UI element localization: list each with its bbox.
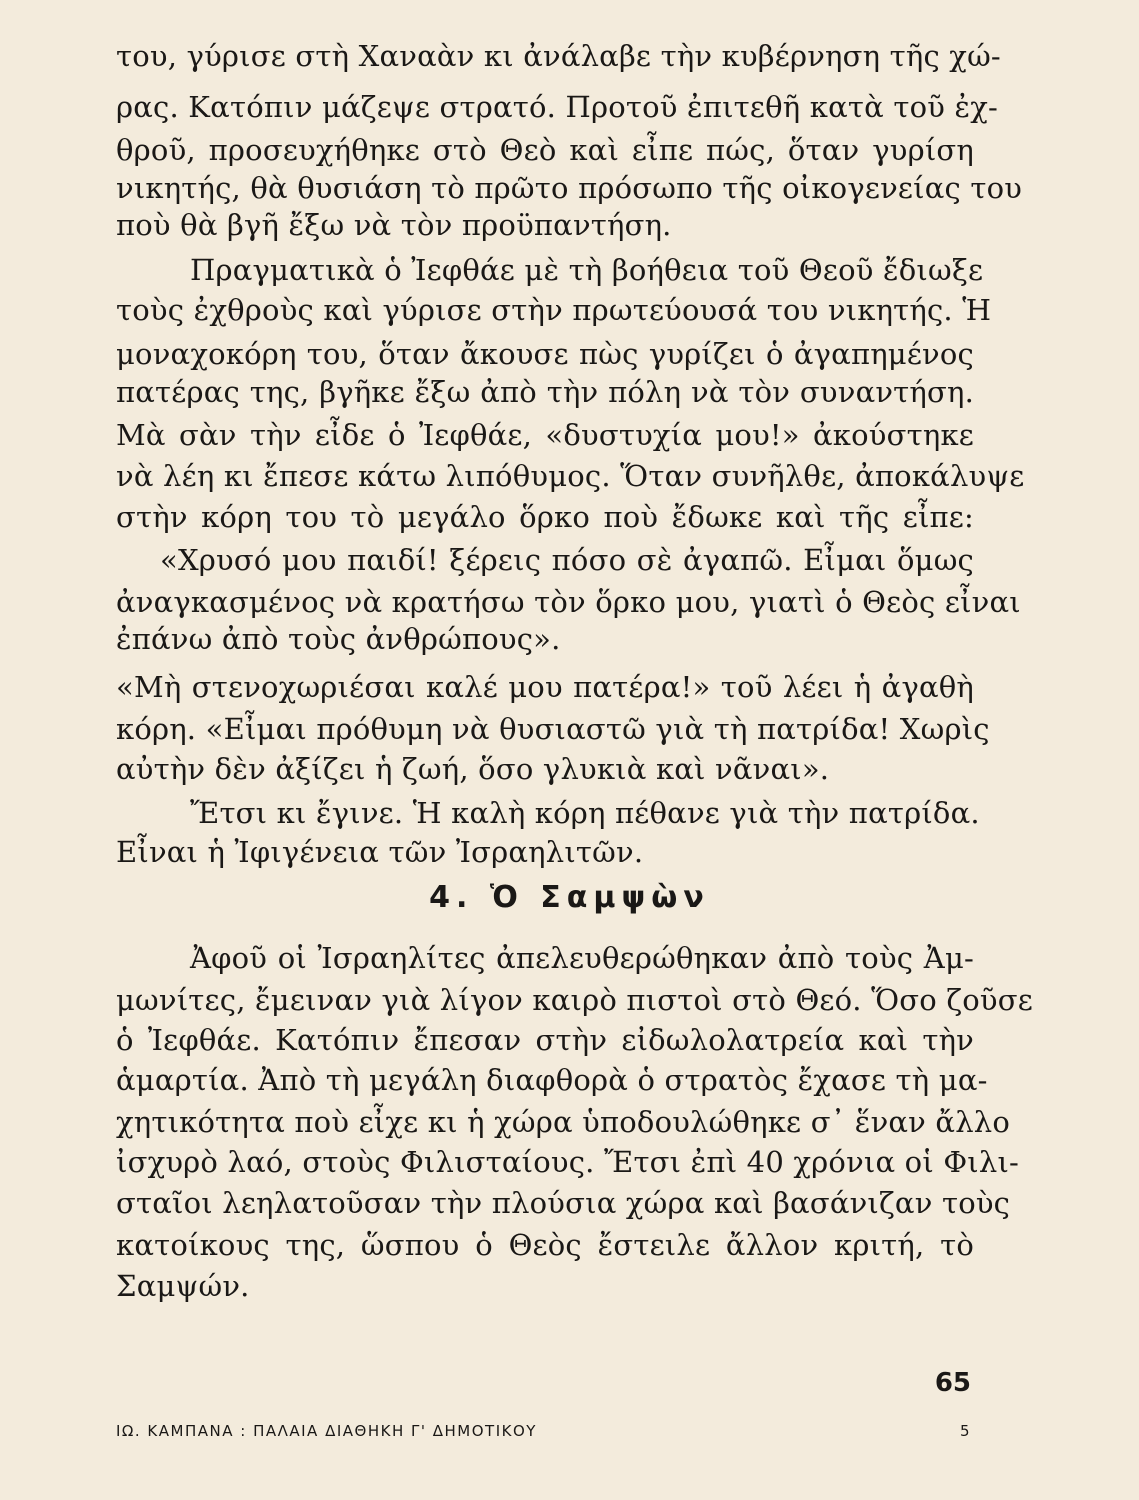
text-line: τοὺς ἐχθροὺς καὶ γύρισε στὴν πρωτεύουσά του νικητής. Ἡ (116, 293, 992, 327)
text-line: Μὰ σὰν τὴν εἶδε ὁ Ἰεφθάε, «δυστυχία μου!» ἀκούστηκε (116, 418, 974, 452)
page-number: 65 (934, 1368, 971, 1398)
text-line: σταῖοι λεηλατοῦσαν τὴν πλούσια χώρα καὶ βασάνιζαν τοὺς (116, 1186, 1011, 1220)
text-line: μοναχοκόρη του, ὅταν ἄκουσε πὼς γυρίζει ὁ ἀγαπημένος (116, 337, 974, 371)
text-line: κόρη. «Εἶμαι πρόθυμη νὰ θυσιαστῶ γιὰ τὴ πατρίδα! Χωρὶς (116, 712, 990, 746)
page-footer (116, 1422, 971, 1440)
text-line: Πραγματικὰ ὁ Ἰεφθάε μὲ τὴ βοήθεια τοῦ Θεοῦ ἔδιωξε (190, 253, 984, 287)
text-line: Σαμψών. (116, 1269, 250, 1303)
text-line: ἐπάνω ἀπὸ τοὺς ἀνθρώπους». (116, 622, 561, 656)
footer-book-title: ΙΩ. ΚΑΜΠΑΝΑ : ΠΑΛΑΙΑ ΔΙΑΘΗΚΗ Γ' ΔΗΜΟΤΙΚΟΥ (116, 1422, 537, 1440)
section-heading: 4. Ὁ Σαμψὼν (429, 880, 710, 915)
text-line: νὰ λέη κι ἔπεσε κάτω λιπόθυμος. Ὅταν συνῆλθε, ἀποκάλυψε (116, 459, 1025, 493)
text-line: ποὺ θὰ βγῆ ἔξω νὰ τὸν προϋπαντήση. (116, 208, 672, 242)
text-line: ἀναγκασμένος νὰ κρατήσω τὸν ὅρκο μου, γιατὶ ὁ Θεὸς εἶναι (116, 585, 1021, 619)
text-line: αὐτὴν δὲν ἀξίζει ἡ ζωή, ὅσο γλυκιὰ καὶ νᾶναι». (116, 752, 830, 786)
text-line: ὁ Ἰεφθάε. Κατόπιν ἔπεσαν στὴν εἰδωλολατρεία καὶ τὴν (116, 1023, 974, 1057)
text-line: ἁμαρτία. Ἀπὸ τὴ μεγάλη διαφθορὰ ὁ στρατὸς ἔχασε τὴ μα- (116, 1063, 988, 1097)
text-line: Ἔτσι κι ἔγινε. Ἡ καλὴ κόρη πέθανε γιὰ τὴν πατρίδα. (190, 796, 980, 830)
footer-signature-number: 5 (959, 1422, 971, 1440)
text-line: μωνίτες, ἔμειναν γιὰ λίγον καιρὸ πιστοὶ στὸ Θεό. Ὅσο ζοῦσε (116, 983, 1033, 1017)
text-line: πατέρας της, βγῆκε ἔξω ἀπὸ τὴν πόλη νὰ τὸν συναντήση. (116, 375, 974, 409)
text-line: ἰσχυρὸ λαό, στοὺς Φιλισταίους. Ἔτσι ἐπὶ 40 χρόνια οἱ Φιλι- (116, 1145, 1020, 1179)
text-line: θροῦ, προσευχήθηκε στὸ Θεὸ καὶ εἶπε πώς, ὅταν γυρίση (116, 133, 974, 167)
text-line: κατοίκους της, ὥσπου ὁ Θεὸς ἔστειλε ἄλλον κριτή, τὸ (116, 1228, 974, 1262)
text-line: Ἀφοῦ οἱ Ἰσραηλίτες ἀπελευθερώθηκαν ἀπὸ τοὺς Ἀμ- (190, 941, 974, 975)
text-line: «Μὴ στενοχωριέσαι καλέ μου πατέρα!» τοῦ λέει ἡ ἀγαθὴ (116, 670, 974, 704)
text-line: νικητής, θὰ θυσιάση τὸ πρῶτο πρόσωπο τῆς οἰκογενείας του (116, 171, 1023, 205)
text-line: χητικότητα ποὺ εἶχε κι ἡ χώρα ὑποδουλώθηκε σ᾽ ἕναν ἄλλο (116, 1105, 1011, 1139)
text-line: του, γύρισε στὴ Χαναὰν κι ἀνάλαβε τὴν κυβέρνηση τῆς χώ- (116, 39, 1001, 73)
text-line: στὴν κόρη του τὸ μεγάλο ὅρκο ποὺ ἔδωκε καὶ τῆς εἶπε: (116, 500, 974, 534)
text-line: Εἶναι ἡ Ἰφιγένεια τῶν Ἰσραηλιτῶν. (116, 835, 644, 869)
text-line: «Χρυσό μου παιδί! ξέρεις πόσο σὲ ἀγαπῶ. Εἶμαι ὅμως (160, 543, 974, 577)
text-line: ρας. Κατόπιν μάζεψε στρατό. Προτοῦ ἐπιτεθῆ κατὰ τοῦ ἐχ- (116, 90, 999, 124)
